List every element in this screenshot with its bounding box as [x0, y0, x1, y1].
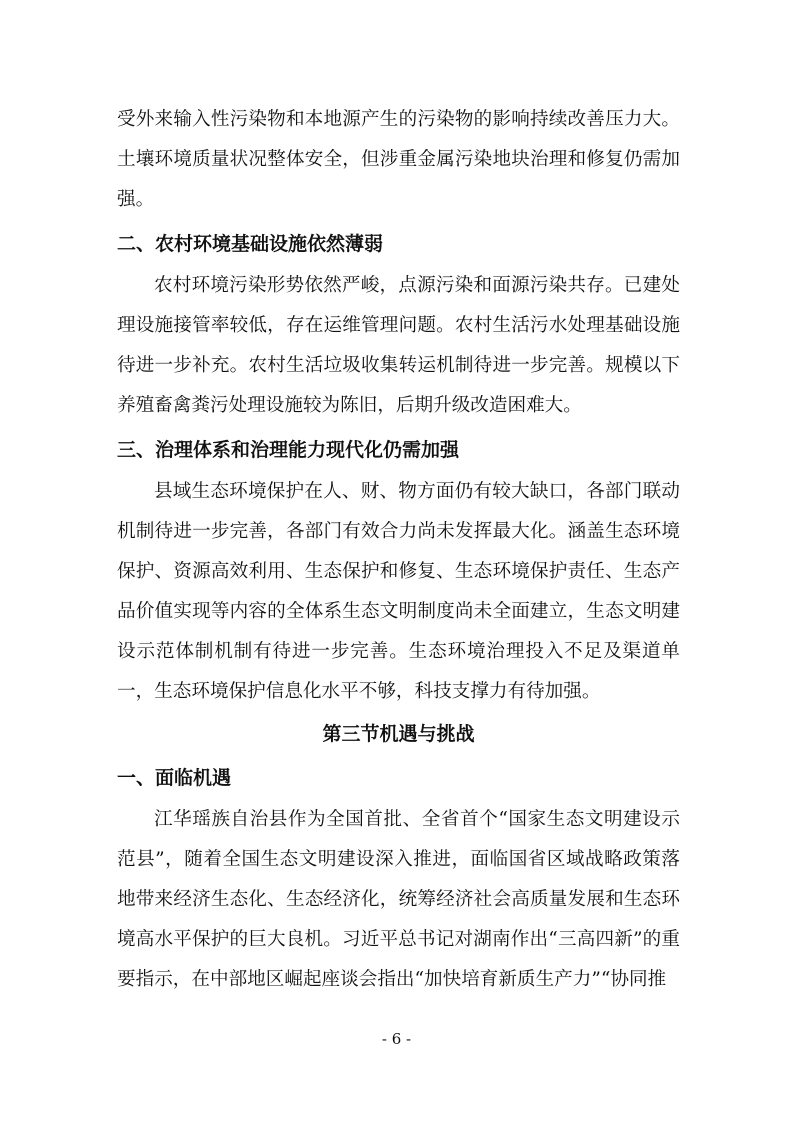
continuation-paragraph: 受外来输入性污染物和本地源产生的污染物的影响持续改善压力大。土壤环境质量状况整体安全，但涉重金属污染地块治理和修复仍需加强。: [117, 109, 680, 210]
opportunities-paragraph: 江华瑶族自治县作为全国首批、全省首个“国家生态文明建设示范县”，随着全国生态文明建设深入推进，面临国省区域战略政策落地带来经济生态化、生态经济化，统筹经济社会高质量发展和生态环境高水平保护的巨大良机。习近平总书记对湖南作出“三高四新”的重要指示，在中部地区崛起座谈会指出“加快培育新质生产力”“协同推: [117, 809, 680, 990]
section-heading-rural-infrastructure: 二、农村环境基础设施依然薄弱: [117, 233, 384, 255]
page-number: - 6 -: [381, 1030, 412, 1048]
chapter-title: 第三节机遇与挑战: [322, 723, 475, 745]
governance-paragraph: 县域生态环境保护在人、财、物方面仍有较大缺口，各部门联动机制待进一步完善，各部门有效合力尚未发挥最大化。涵盖生态环境保护、资源高效利用、生态保护和修复、生态环境保护责任、生态产品价值实现等内容的全体系生态文明制度尚未全面建立，生态文明建设示范体制机制有待进一步完善。生态环境治理投入不足及渠道单一，生态环境保护信息化水平不够，科技支撑力有待加强。: [117, 481, 680, 702]
rural-infrastructure-paragraph: 农村环境污染形势依然严峻，点源污染和面源污染共存。已建处理设施接管率较低，存在运维管理问题。农村生活污水处理基础设施待进一步补充。农村生活垃圾收集转运机制待进一步完善。规模以下养殖畜禽粪污处理设施较为陈旧，后期升级改造困难大。: [117, 275, 680, 416]
section-heading-governance: 三、治理体系和治理能力现代化仍需加强: [117, 439, 460, 461]
document-page: [117, 100, 680, 1000]
section-heading-opportunities: 一、面临机遇: [117, 767, 232, 789]
